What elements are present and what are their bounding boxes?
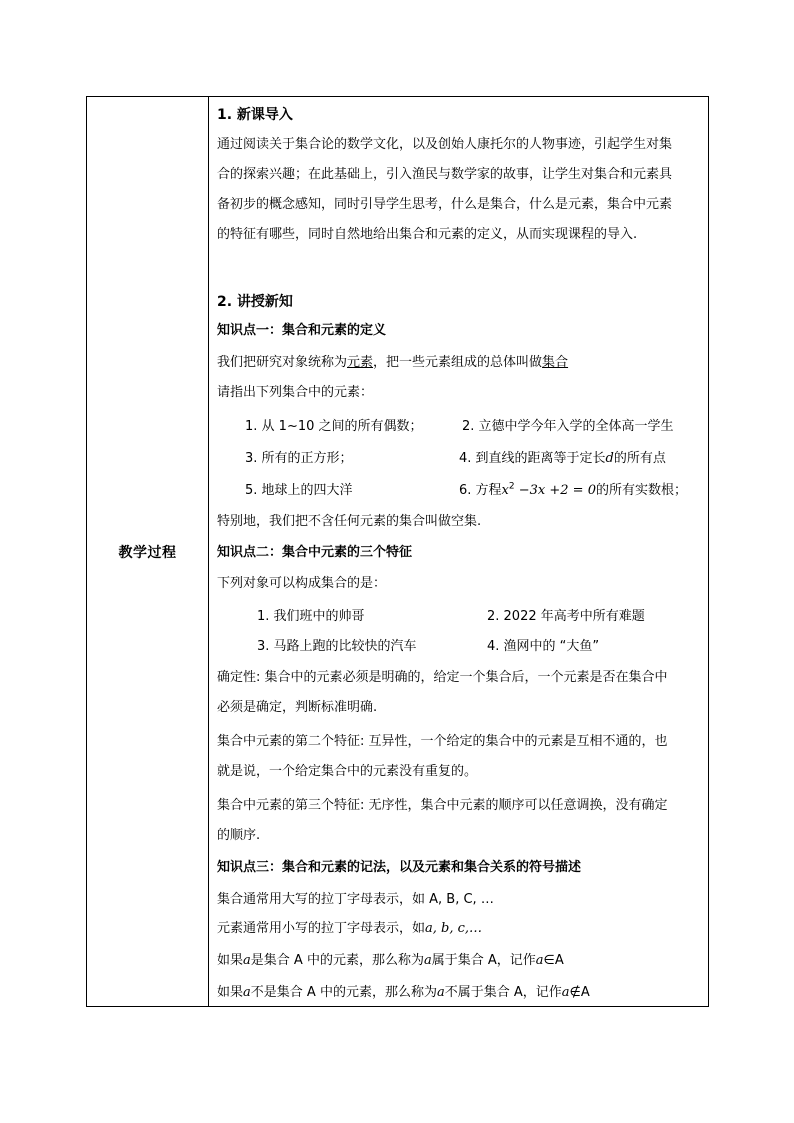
section2-heading: 2. 讲授新知 <box>217 294 293 310</box>
kp2-prompt: 下列对象可以构成集合的是： <box>217 576 387 591</box>
unordered-line: 的顺序. <box>217 828 261 843</box>
kp3-line-3: 如果a是集合 A 中的元素，那么称为a属于集合 A，记作a∈A <box>217 953 564 968</box>
kp3-title: 知识点三：集合和元素的记法，以及元素和集合关系的符号描述 <box>217 860 582 875</box>
empty-set-note: 特别地，我们把不含任何元素的集合叫做空集. <box>217 514 482 529</box>
distinctness-line: 集合中元素的第二个特征: 互异性，一个给定的集合中的元素是互相不通的，也 <box>217 734 668 749</box>
kp1-definition: 我们把研究对象统称为元素，把一些元素组成的总体叫做集合 <box>217 355 569 370</box>
kp1-item-1: 1. 从 1~10 之间的所有偶数； <box>245 419 423 434</box>
kp1-title: 知识点一：集合和元素的定义 <box>217 323 387 338</box>
kp2-item-2: 2. 2022 年高考中所有难题 <box>487 609 645 624</box>
kp2-title: 知识点二：集合中元素的三个特征 <box>217 545 413 560</box>
kp3-line-1: 集合通常用大写的拉丁字母表示，如 A, B, C, … <box>217 892 494 907</box>
kp3-line-2: 元素通常用小写的拉丁字母表示，如a, b, c,… <box>217 921 483 936</box>
kp2-item-3: 3. 马路上跑的比较快的汽车 <box>257 639 417 654</box>
kp2-item-1: 1. 我们班中的帅哥 <box>257 609 365 624</box>
term-set: 集合 <box>542 355 569 370</box>
determinacy-line: 确定性: 集合中的元素必须是明确的，给定一个集合后，一个元素是否在集合中 <box>217 670 668 685</box>
row-label: 教学过程 <box>118 544 177 561</box>
kp1-item-5: 5. 地球上的四大洋 <box>245 483 353 498</box>
kp2-item-4: 4. 渔网中的 “大鱼” <box>487 639 600 654</box>
section1-paragraph-line: 通过阅读关于集合论的数学文化，以及创始人康托尔的人物事迹，引起学生对集 <box>217 137 673 152</box>
section1-paragraph-line: 的特征有哪些，同时自然地给出集合和元素的定义，从而实现课程的导入. <box>217 227 638 242</box>
kp1-item-4: 4. 到直线的距离等于定长d的所有点 <box>459 451 666 466</box>
distinctness-line: 就是说，一个给定集合中的元素没有重复的。 <box>217 764 478 779</box>
table-row <box>87 97 709 1007</box>
kp1-item-6: 6. 方程$x^2 -3x +2 = 0$的所有实数根； <box>459 481 687 498</box>
section1-paragraph-line: 备初步的概念感知，同时引导学生思考，什么是集合，什么是元素，集合中元素 <box>217 197 673 212</box>
kp3-line-4: 如果a不是集合 A 中的元素，那么称为a不属于集合 A，记作a∉A <box>217 985 590 1000</box>
kp1-prompt: 请指出下列集合中的元素： <box>217 385 374 400</box>
row-label-cell <box>87 97 209 1007</box>
content-cell <box>209 97 709 1007</box>
term-element: 元素 <box>347 355 374 370</box>
kp1-item-2: 2. 立德中学今年入学的全体高一学生 <box>462 419 674 434</box>
kp1-item-3: 3. 所有的正方形； <box>245 451 353 466</box>
section1-heading: 1. 新课导入 <box>217 107 293 123</box>
unordered-line: 集合中元素的第三个特征: 无序性，集合中元素的顺序可以任意调换，没有确定 <box>217 798 668 813</box>
determinacy-line: 必须是确定，判断标准明确. <box>217 700 378 715</box>
section1-paragraph-line: 合的探索兴趣；在此基础上，引入渔民与数学家的故事，让学生对集合和元素具 <box>217 167 673 182</box>
lesson-table <box>86 96 709 1007</box>
